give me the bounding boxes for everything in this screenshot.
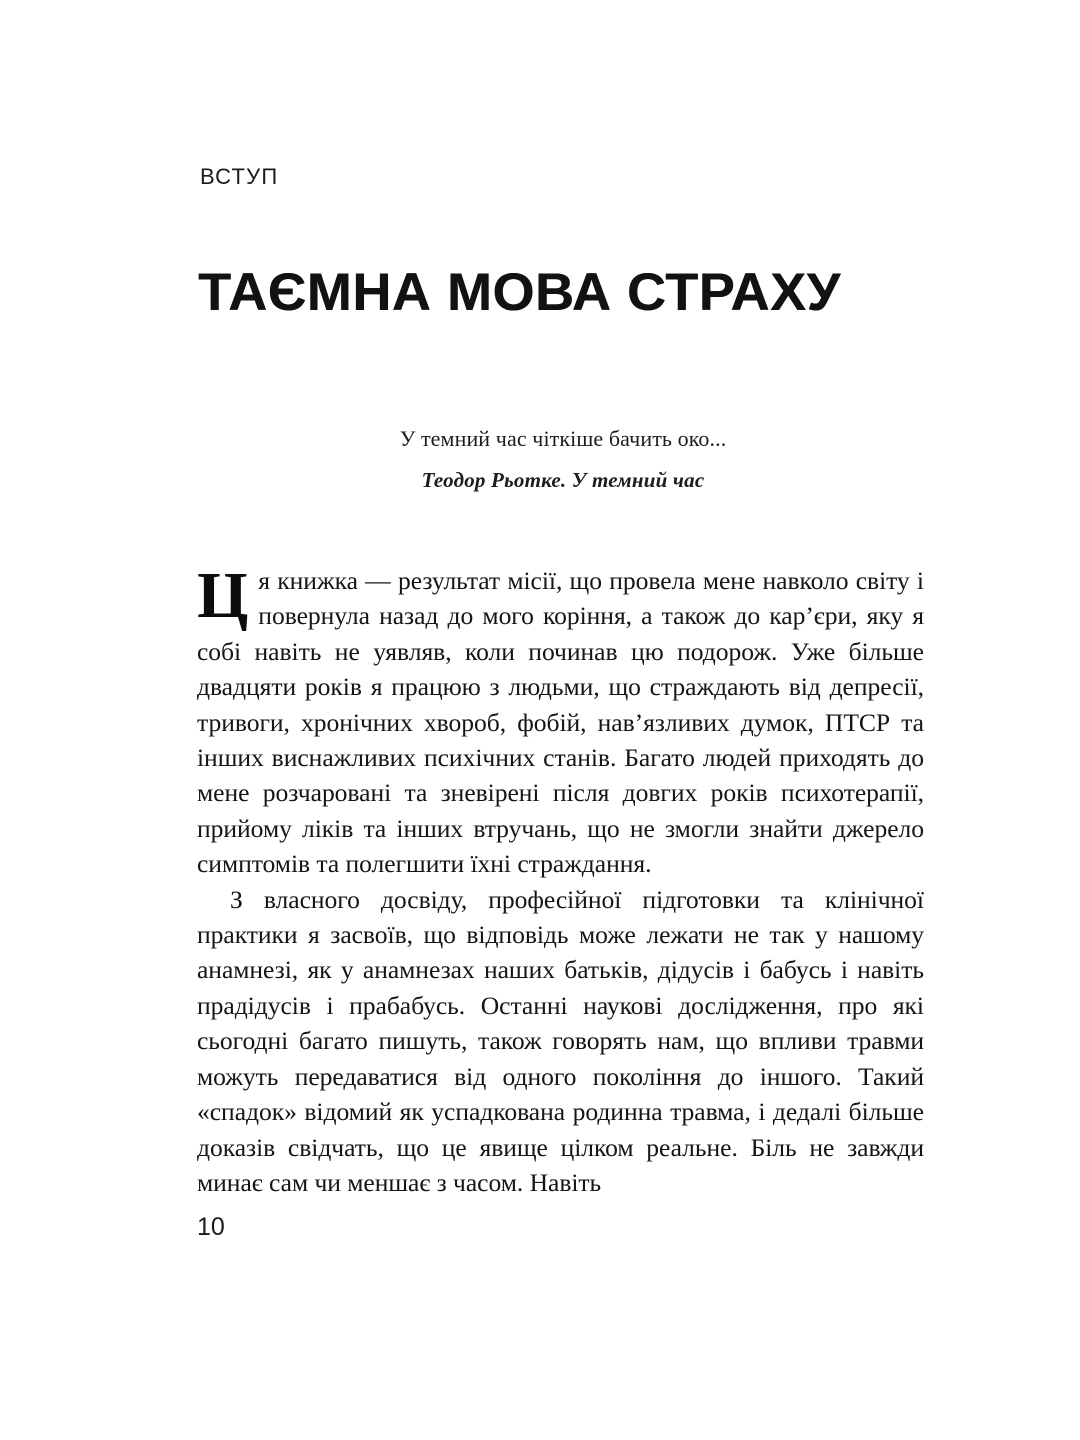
paragraph-2: З власного досвіду, професійної підготовки та клінічної практики я засвоїв, що відповідь може лежати не так у нашому анамнезі, як у анамнезах наших батьків, дідусів і бабусь і навіть прадідусів і прабабусь. Останні наукові дослідження, про які сьогодні багато пишуть, також говорять нам, що впливи травми можуть передаватися від одного покоління до іншого. Такий «спадок» відомий як успадкована родинна травма, і дедалі більше доказів свідчать, що це явище цілком реальне. Біль не завжди минає сам чи меншає з часом. Навіть [197, 884, 924, 1197]
epigraph-source: Теодор Рьотке. У темний час [421, 467, 705, 492]
epigraph-quote: У темний час чіткіше бачить око... [399, 426, 727, 451]
drop-cap: Ц [197, 559, 249, 632]
page-title: ТАЄМНА МОВА СТРАХУ [198, 262, 841, 322]
epigraph [230, 424, 896, 494]
body-text [197, 559, 924, 1200]
paragraph-1 [197, 559, 924, 882]
chapter-label: ВСТУП [200, 164, 279, 189]
page-number: 10 [197, 1213, 225, 1241]
paragraph-1-text: я книжка — результат місії, що провела мене навколо світу і повернула назад до мого коріння, а також до кар’єри, яку я собі навіть не уявляв, коли починав цю подорож. Уже більше двадцяти років я працюю з людьми, що страждають від депресії, тривоги, хронічних хвороб, фобій, нав’язливих думок, ПТСР та інших виснажливих психічних станів. Багато людей приходять до мене розчаровані та зневірені після довгих років психотерапії, прийому ліків та інших втручань, що не змогли знайти джерело симптомів та полегшити їхні страждання. [197, 566, 924, 879]
